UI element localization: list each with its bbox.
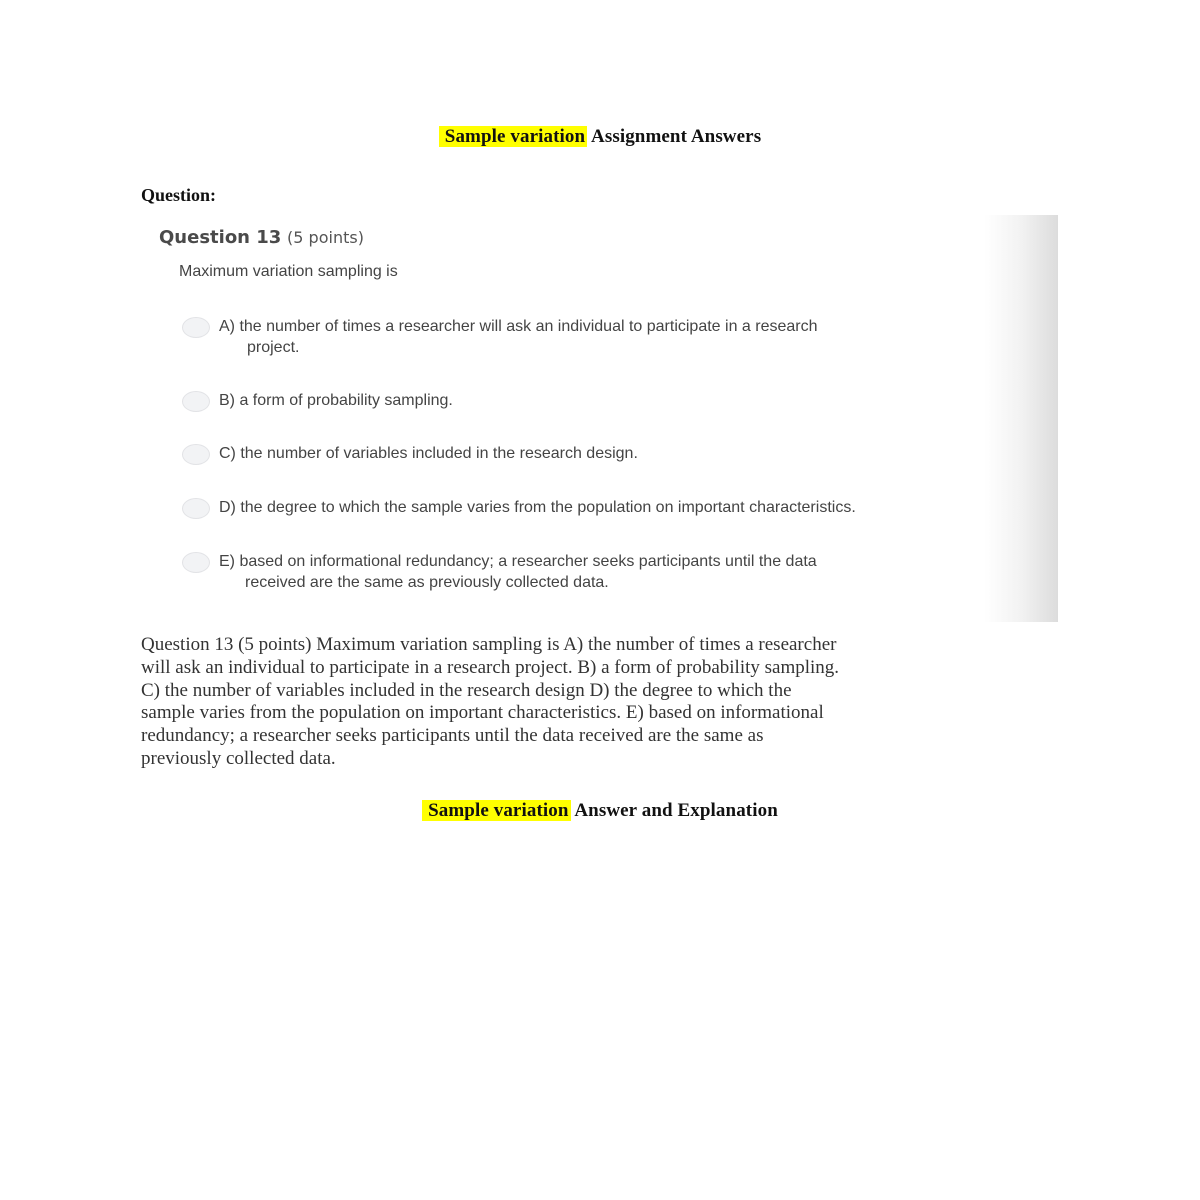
section-title <box>0 800 1200 822</box>
question-heading <box>159 227 364 248</box>
radio-button-icon[interactable] <box>182 391 210 412</box>
option-e-line1: E) based on informational redundancy; a researcher seeks participants until the data <box>219 553 817 570</box>
question-screenshot <box>140 215 1058 622</box>
section-title-rest: Answer and Explanation <box>574 800 778 821</box>
paragraph-line: C) the number of variables included in the research design D) the degree to which the <box>141 679 792 701</box>
paragraph-line: redundancy; a researcher seeks participants until the data received are the same as <box>141 725 764 747</box>
paragraph-line: Question 13 (5 points) Maximum variation sampling is A) the number of times a researcher <box>141 634 837 655</box>
question-label: Question: <box>141 185 217 205</box>
option-c-text: C) the number of variables included in the research design. <box>219 445 638 462</box>
radio-button-icon[interactable] <box>182 498 210 519</box>
question-number: Question 13 <box>159 227 282 248</box>
radio-button-icon[interactable] <box>182 444 210 465</box>
option-a-line2: project. <box>247 339 300 356</box>
radio-button-icon[interactable] <box>182 317 210 338</box>
option-d-text: D) the degree to which the sample varies from the population on important characteristics. <box>219 499 856 516</box>
radio-button-icon[interactable] <box>182 552 210 573</box>
paragraph-line: will ask an individual to participate in a research project. B) a form of probability sampling. <box>141 656 840 678</box>
question-points: (5 points) <box>287 228 364 247</box>
option-b-text: B) a form of probability sampling. <box>219 392 453 409</box>
title-highlight: Sample variation <box>439 126 587 147</box>
section-title-highlight: Sample variation <box>422 800 570 821</box>
paragraph-line: previously collected data. <box>141 747 336 769</box>
title-rest: Assignment Answers <box>591 126 762 147</box>
document-title <box>0 126 1200 148</box>
option-e-line2: received are the same as previously collected data. <box>245 574 609 591</box>
option-a-line1: A) the number of times a researcher will ask an individual to participate in a research <box>219 318 818 335</box>
paragraph-line: sample varies from the population on important characteristics. E) based on informational <box>141 702 824 724</box>
question-transcript-paragraph <box>141 634 1061 771</box>
question-prompt: Maximum variation sampling is <box>179 263 398 280</box>
